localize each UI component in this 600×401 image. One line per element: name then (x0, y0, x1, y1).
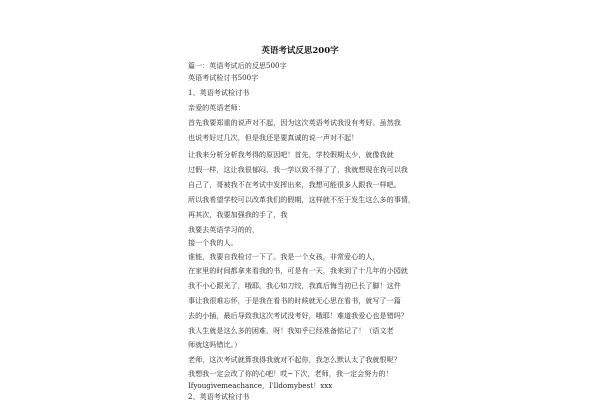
text-line: 首先我要郑重的说声对不起，因为这次英语考试我没有考好。虽然我 (188, 118, 401, 127)
text-line: 我人生就是这么多的困难，呀！我知乎已经准备铭记了！（语文老 (188, 326, 394, 335)
text-line: 1、英语考试检讨书 (188, 88, 250, 97)
text-line: 自己了，哥被我不在考试中发挥出来，我想可能很多人跟我一样吧。 (188, 180, 401, 189)
document-title: 英语考试反思200字 (261, 46, 339, 56)
document-page (162, 0, 438, 400)
text-line: 过假一样，这让我很郁闷，我一学以致不得了了，我就想现在我可以我 (188, 165, 408, 174)
text-line: 2、英语考试检讨书 (188, 392, 250, 401)
text-line: 我不小心跟光了，哦耶，我心如刀绞，我真后悔当初已长了脚！这件 (188, 281, 401, 290)
text-line: 谁能，我要自我检讨一下了。我是一个女孩，非常爱心的人， (188, 252, 380, 261)
text-line: 英语考试检讨书500字 (188, 73, 259, 82)
text-line: 师就这吗错比。） (188, 340, 242, 349)
text-line: 老师，这次考试就算我得我就对不起你，我怎么默认太了我就恨呢？ (188, 355, 401, 364)
text-line: 去的小插，最后导致我这次考试没考好，哦耶！难道我爱心也是错吗？ (188, 311, 408, 320)
text-line: 篇一：英语考试后的反思500字 (188, 61, 287, 70)
text-line: 也说考好过几次，但是我还是要真诚的说一声对不起！ (188, 133, 359, 142)
text-line: 再其次，我要加强我的手了，我 (188, 210, 288, 219)
text-line: 亲爱的英语老师： (188, 103, 245, 112)
text-line: 我想我一定会改了你的心吧！哎~下次，老师，我一定会努力的！ (188, 369, 393, 378)
text-line: 让我来分析分析我考得的原因吧！首先，学校假期太少，就像我就 (188, 150, 394, 159)
text-line: Ifyougivemeachance，I'lldomybest！xxx (188, 381, 333, 390)
text-line: 所以我希望学校可以改革我们的假期，这样就不至于发生这么多的事情， (188, 195, 415, 204)
text-line: 我要去英语学习的的， (188, 225, 259, 234)
text-line: 事让我很难忘怀，于是我在看书的时候就无心思在看书，就写了一篇 (188, 296, 401, 305)
text-line: 在家里的时间都拿来看我的书，可是有一天，我来到了十几年的小园就 (188, 266, 408, 275)
text-line: 接一个我的人。 (188, 238, 238, 247)
